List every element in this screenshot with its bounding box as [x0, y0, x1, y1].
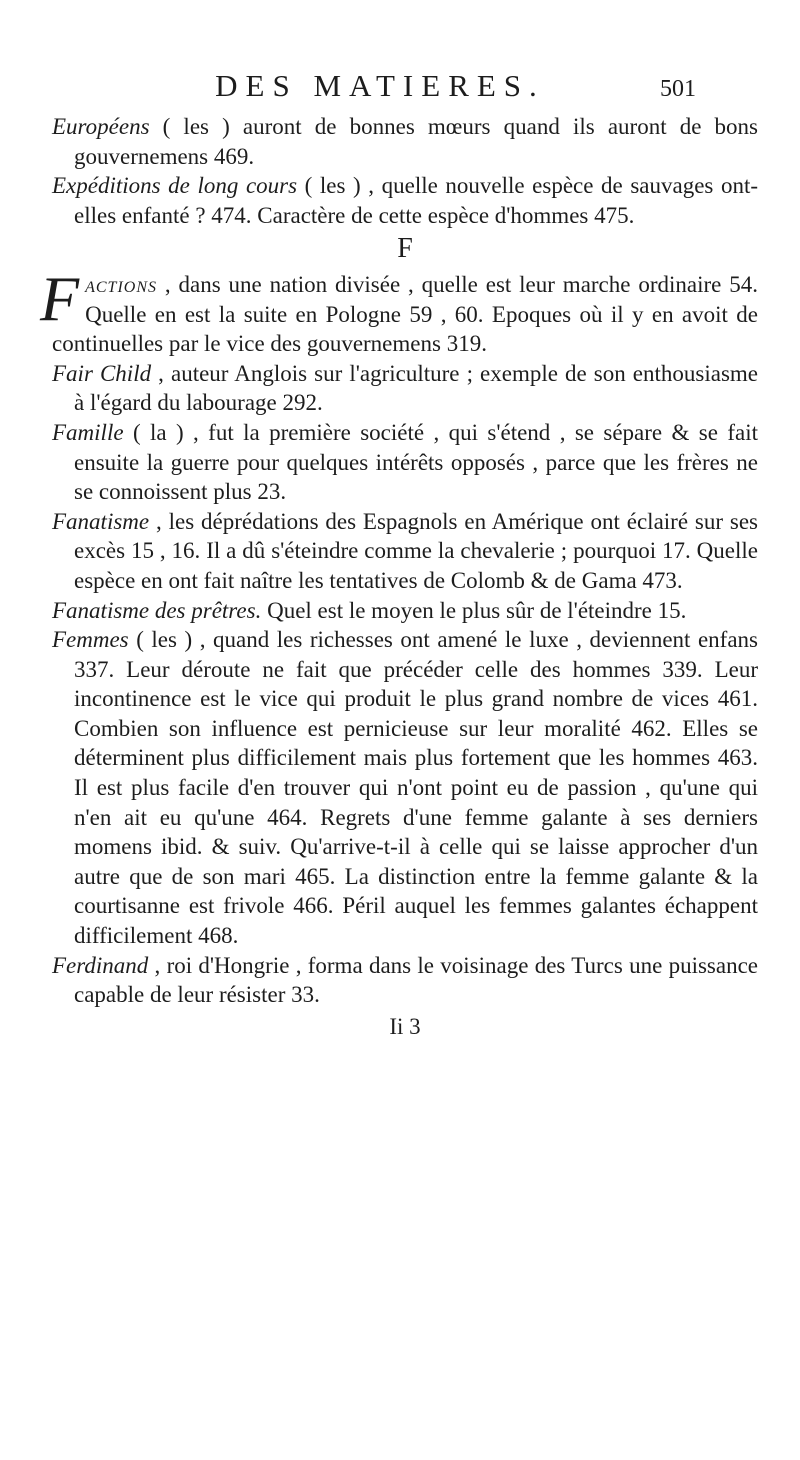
entry-headword: actions [85, 271, 157, 297]
entry-text: ( les ) , quelle nouvelle espèce de sauvages ont-elles enfanté ? 474. Caractère de cette espèce d'hommes 475. [74, 173, 758, 228]
index-entry [52, 625, 758, 951]
index-entry [52, 418, 758, 507]
index-entry [52, 171, 758, 230]
index-entry [40, 262, 758, 359]
index-entry [52, 507, 758, 596]
entry-text: , dans une nation divisée , quelle est leur marche ordinaire 54. Quelle en est la suite en Pologne 59 , 60. Epoques où il y en avoit de continuelles par le vice des gouvernemens 319. [52, 271, 758, 357]
entry-text: ( les ) , quand les richesses ont amené le luxe , deviennent enfans 337. Leur déroute ne fait que précéder celle des hommes 339. Leur incontinence est le vice qui produit le plus grand nombre de vices 461. Combien son influence est pernicieuse sur leur moralité 462. Elles se déterminent plus difficilement mais plus fortement que les hommes 463. Il est plus facile d'en trouver qui n'ont point eu de passion , qu'une qui n'en ait eu qu'une 464. Regrets d'une femme galante à ses derniers momens ibid. & suiv. Qu'arrive-t-il à celle qui se laisse approcher d'un autre que de son mari 465. La distinction entre la femme galante & la courtisanne est frivole 466. Péril auquel les femmes galantes échappent difficilement 468. [74, 627, 758, 949]
entry-text: ( les ) auront de bonnes mœurs quand ils auront de bons gouvernemens 469. [74, 114, 758, 169]
entry-headword: Fanatisme [52, 508, 150, 534]
index-content [40, 112, 759, 1041]
entry-headword: Fanatisme des prêtres. [52, 597, 262, 623]
entry-text: Quel est le moyen le plus sûr de l'éteindre 15. [261, 597, 687, 623]
page-number: 501 [660, 76, 696, 102]
entry-headword: Expéditions de long cours [52, 173, 298, 199]
entry-text: , roi d'Hongrie , forma dans le voisinage des Turcs une puissance capable de leur résister 33. [74, 952, 758, 1008]
entry-headword: Européens [52, 114, 150, 139]
index-entry [52, 951, 758, 1010]
section-letter: F [397, 233, 413, 265]
running-head: DES MATIERES. [215, 68, 545, 103]
index-entry [52, 596, 758, 626]
entry-text: , les déprédations des Espagnols en Amérique ont éclairé sur ses excès 15 , 16. Il a dû s'éteindre comme la chevalerie ; pourquoi 17. Quelle espèce en ont fait naître les tentatives de Colomb & de Gama 473. [74, 508, 758, 593]
entry-text: , auteur Anglois sur l'agriculture ; exemple de son enthousiasme à l'égard du labourage 292. [74, 360, 759, 416]
entry-headword: Fair Child [52, 360, 152, 386]
index-entry [52, 359, 758, 418]
index-entry [52, 112, 758, 171]
entry-headword: Ferdinand [52, 952, 149, 978]
entry-headword: Famille [52, 419, 124, 445]
entry-headword: Femmes [52, 627, 129, 653]
entry-text: ( la ) , fut la première société , qui s'étend , se sépare & se fait ensuite la guerre pour quelques intérêts opposés , parce que les frères ne se connoissent plus 23. [74, 419, 758, 505]
drop-cap: F [40, 262, 80, 334]
signature-mark: Ii 3 [389, 1013, 421, 1039]
